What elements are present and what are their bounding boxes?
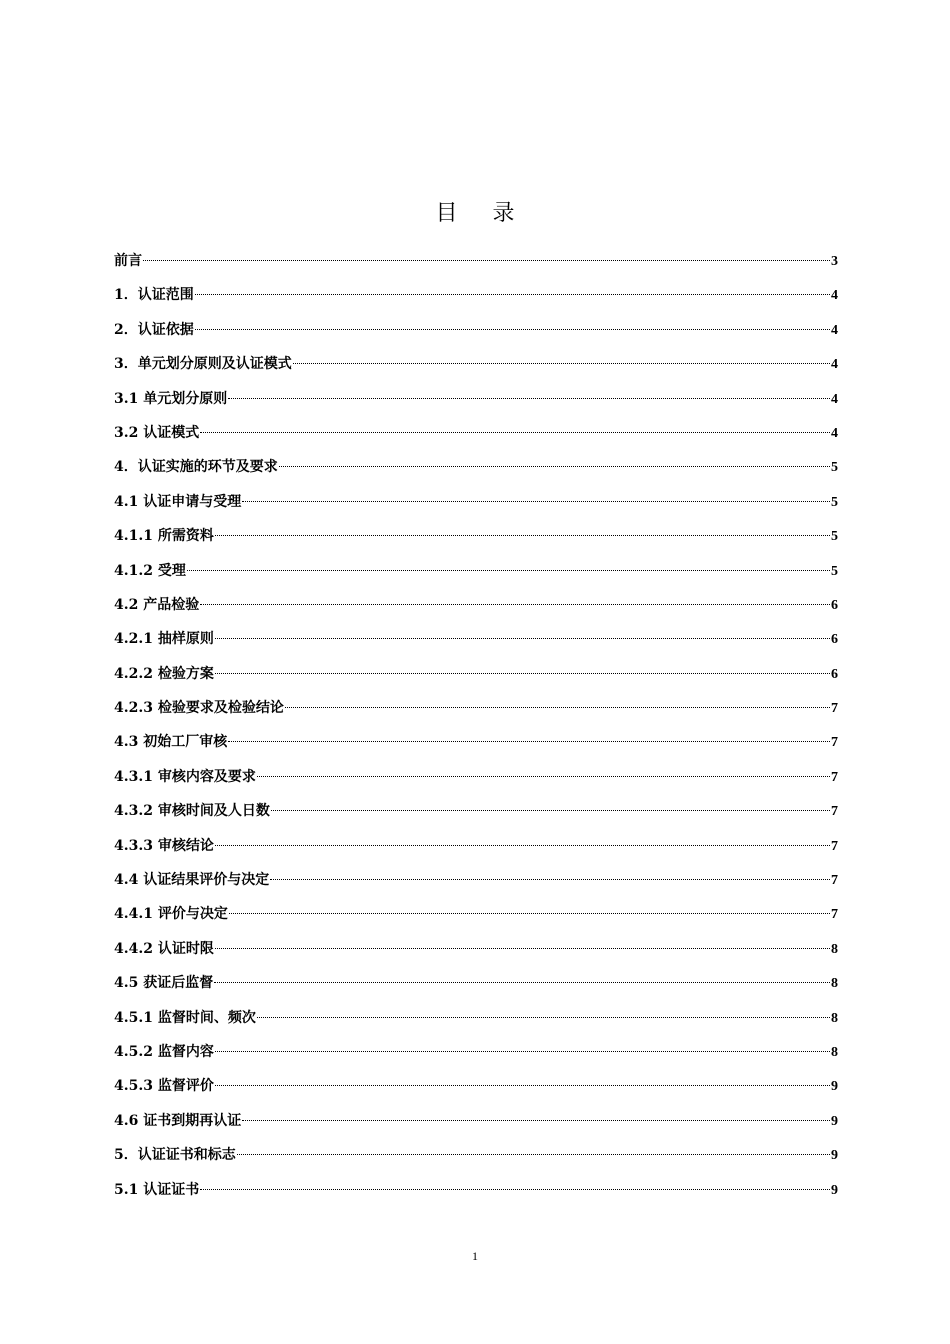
toc-entry[interactable] xyxy=(114,829,838,863)
toc-entry[interactable] xyxy=(114,897,838,931)
toc-entry[interactable] xyxy=(114,725,838,759)
dot-leader xyxy=(187,570,830,571)
toc-entry-page: 8 xyxy=(831,1044,838,1060)
dot-leader xyxy=(215,1085,830,1086)
toc-entry-label: 4.3.3 审核结论 xyxy=(114,837,214,854)
toc-entry[interactable] xyxy=(114,244,838,278)
toc-entry[interactable] xyxy=(114,313,838,347)
toc-entry-page: 5 xyxy=(831,494,838,510)
toc-entry[interactable] xyxy=(114,657,838,691)
toc-entry-label: 4.5 获证后监督 xyxy=(114,975,214,992)
toc-entry[interactable] xyxy=(114,588,838,622)
toc-entry-page: 5 xyxy=(831,563,838,579)
dot-leader xyxy=(271,810,830,811)
dot-leader xyxy=(228,741,830,742)
toc-entry-page: 7 xyxy=(831,769,838,785)
toc-entry-label: 4.5.2 监督内容 xyxy=(114,1043,214,1060)
toc-entry[interactable] xyxy=(114,416,838,450)
dot-leader xyxy=(237,1154,830,1155)
toc-entry[interactable] xyxy=(114,863,838,897)
dot-leader xyxy=(215,638,830,639)
toc-entry-page: 4 xyxy=(831,288,838,304)
toc-entry-label: 4.2.1 抽样原则 xyxy=(114,631,214,648)
toc-entry-page: 8 xyxy=(831,941,838,957)
dot-leader xyxy=(200,432,830,433)
toc-entry-label: 4.1.2 受理 xyxy=(114,562,186,579)
toc-entry-label: 4.1.1 所需资料 xyxy=(114,528,214,545)
toc-entry-page: 6 xyxy=(831,597,838,613)
dot-leader xyxy=(214,982,830,983)
toc-entry-page: 5 xyxy=(831,460,838,476)
toc-entry[interactable] xyxy=(114,966,838,1000)
toc-entry-label: 4.1 认证申请与受理 xyxy=(114,493,242,510)
dot-leader xyxy=(229,913,830,914)
toc-entry-page: 9 xyxy=(831,1148,838,1164)
toc-entry-label: 4.2.2 检验方案 xyxy=(114,665,214,682)
toc-entry-page: 4 xyxy=(831,322,838,338)
toc-entry-label: 5．认证证书和标志 xyxy=(114,1147,236,1164)
toc-entry-label: 4.2 产品检验 xyxy=(114,596,200,613)
dot-leader xyxy=(228,398,830,399)
dot-leader xyxy=(270,879,830,880)
dot-leader xyxy=(143,260,830,261)
toc-entry-label: 4.3 初始工厂审核 xyxy=(114,734,228,751)
toc-entry[interactable] xyxy=(114,1069,838,1103)
toc-entry-page: 4 xyxy=(831,357,838,373)
toc-entry-label: 前言 xyxy=(114,253,142,269)
dot-leader xyxy=(242,1120,830,1121)
toc-entry[interactable] xyxy=(114,794,838,828)
dot-leader xyxy=(257,776,830,777)
toc-entry-label: 4.6 证书到期再认证 xyxy=(114,1112,242,1129)
toc-entry[interactable] xyxy=(114,278,838,312)
toc-entry-page: 4 xyxy=(831,391,838,407)
toc-entry-label: 2．认证依据 xyxy=(114,321,194,338)
toc-entry[interactable] xyxy=(114,932,838,966)
toc-entry[interactable] xyxy=(114,519,838,553)
toc-entry-label: 4．认证实施的环节及要求 xyxy=(114,459,278,476)
toc-entry-page: 7 xyxy=(831,907,838,923)
toc-entry-page: 8 xyxy=(831,1010,838,1026)
page-title: 目 录 xyxy=(435,201,529,226)
toc-entry[interactable] xyxy=(114,450,838,484)
dot-leader xyxy=(195,329,830,330)
dot-leader xyxy=(215,948,830,949)
toc-entry-page: 7 xyxy=(831,873,838,889)
toc-entry-page: 5 xyxy=(831,529,838,545)
toc-entry-label: 4.3.1 审核内容及要求 xyxy=(114,768,256,785)
toc-entry[interactable] xyxy=(114,382,838,416)
toc-entry-label: 3.2 认证模式 xyxy=(114,424,200,441)
toc-entry-label: 5.1 认证证书 xyxy=(114,1181,200,1198)
toc-entry-label: 4.4.2 认证时限 xyxy=(114,940,214,957)
toc-entry[interactable] xyxy=(114,1173,838,1207)
dot-leader xyxy=(200,1189,830,1190)
toc-entry-page: 7 xyxy=(831,701,838,717)
toc-entry[interactable] xyxy=(114,485,838,519)
toc-entry[interactable] xyxy=(114,622,838,656)
toc-entry-label: 3.1 单元划分原则 xyxy=(114,390,228,407)
toc-entry-page: 9 xyxy=(831,1182,838,1198)
toc-entry-page: 7 xyxy=(831,838,838,854)
toc-entry-label: 4.5.3 监督评价 xyxy=(114,1078,214,1095)
toc-entry-page: 6 xyxy=(831,666,838,682)
toc-entry-page: 7 xyxy=(831,804,838,820)
toc-entry-page: 7 xyxy=(831,735,838,751)
toc-entry-label: 3．单元划分原则及认证模式 xyxy=(114,356,292,373)
toc-entry-page: 4 xyxy=(831,425,838,441)
toc-entry-page: 9 xyxy=(831,1113,838,1129)
toc-entry-label: 4.5.1 监督时间、频次 xyxy=(114,1009,256,1026)
toc-entry[interactable] xyxy=(114,691,838,725)
table-of-contents xyxy=(114,244,838,1207)
toc-entry-page: 3 xyxy=(831,254,838,269)
dot-leader xyxy=(195,294,830,295)
page-number: 1 xyxy=(472,1249,478,1263)
dot-leader xyxy=(215,1051,830,1052)
dot-leader xyxy=(215,535,830,536)
dot-leader xyxy=(293,363,830,364)
toc-entry-label: 4.3.2 审核时间及人日数 xyxy=(114,803,270,820)
toc-entry-label: 1．认证范围 xyxy=(114,287,194,304)
toc-entry-label: 4.2.3 检验要求及检验结论 xyxy=(114,700,284,717)
dot-leader xyxy=(215,845,830,846)
toc-entry-label: 4.4.1 评价与决定 xyxy=(114,906,228,923)
dot-leader xyxy=(257,1017,830,1018)
toc-entry-label: 4.4 认证结果评价与决定 xyxy=(114,872,270,889)
toc-entry[interactable] xyxy=(114,760,838,794)
toc-entry[interactable] xyxy=(114,1035,838,1069)
toc-entry[interactable] xyxy=(114,1104,838,1138)
toc-entry[interactable] xyxy=(114,347,838,381)
toc-entry-page: 6 xyxy=(831,632,838,648)
toc-entry[interactable] xyxy=(114,1138,838,1172)
dot-leader xyxy=(200,604,830,605)
dot-leader xyxy=(285,707,830,708)
toc-entry[interactable] xyxy=(114,1001,838,1035)
dot-leader xyxy=(215,673,830,674)
toc-entry-page: 8 xyxy=(831,976,838,992)
toc-entry-page: 9 xyxy=(831,1079,838,1095)
toc-entry[interactable] xyxy=(114,554,838,588)
dot-leader xyxy=(242,501,830,502)
dot-leader xyxy=(279,466,830,467)
